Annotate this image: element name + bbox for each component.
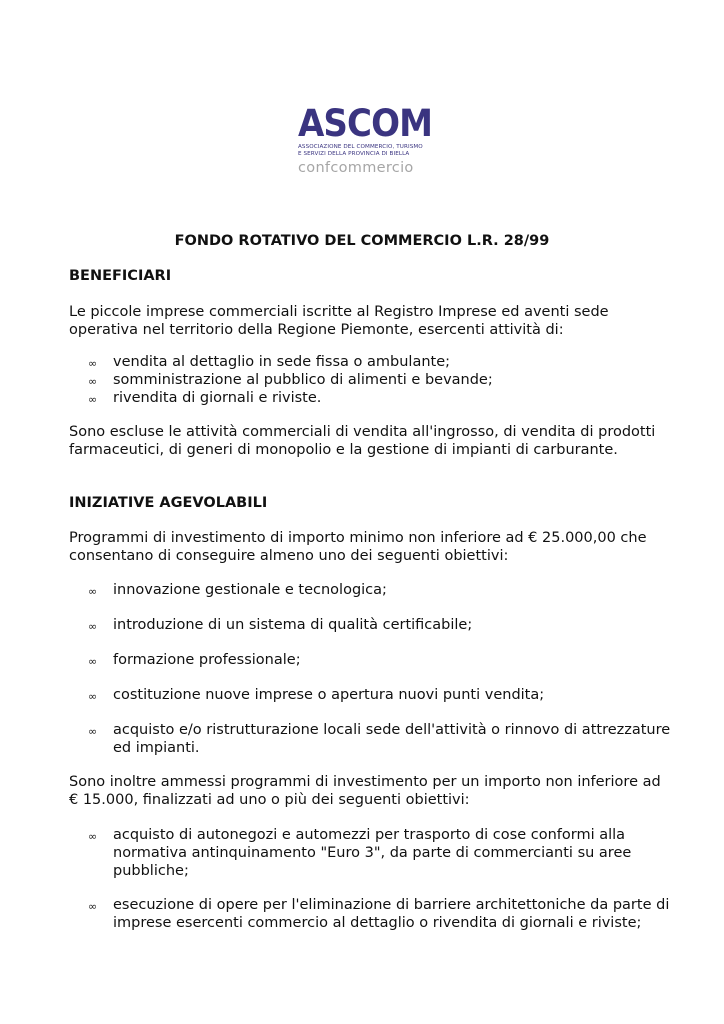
bullet-icon: ∞ xyxy=(88,357,98,370)
bullet-icon: ∞ xyxy=(88,375,98,388)
list-item-text: acquisto di autonegozi e automezzi per trasporto di cose conformi alla normativa antinquinamento "Euro 3", da parte di commercianti su aree pubbliche; xyxy=(113,827,632,879)
bullet-icon: ∞ xyxy=(88,655,98,668)
list-item xyxy=(88,686,673,704)
bullet-icon: ∞ xyxy=(88,830,98,843)
list-item xyxy=(88,389,673,407)
list-item-text: esecuzione di opere per l'eliminazione di barriere architettoniche da parte di imprese esercenti commercio al dettaglio o rivendita di giornali e riviste; xyxy=(113,897,670,931)
list-item-text: innovazione gestionale e tecnologica; xyxy=(113,582,387,598)
ascom-logo xyxy=(298,102,433,181)
list-item xyxy=(88,826,673,880)
list-item-text: somministrazione al pubblico di alimenti e bevande; xyxy=(113,372,493,388)
heading-iniziative: INIZIATIVE AGEVOLABILI xyxy=(69,495,268,511)
list-item xyxy=(88,651,673,669)
list-item-text: rivendita di giornali e riviste. xyxy=(113,390,322,406)
list-item-text: vendita al dettaglio in sede fissa o ambulante; xyxy=(113,354,451,370)
bullet-icon: ∞ xyxy=(88,585,98,598)
bullet-icon: ∞ xyxy=(88,393,98,406)
iniziative-intro: Programmi di investimento di importo minimo non inferiore ad € 25.000,00 che consentano di conseguire almeno uno dei seguenti obiettivi: xyxy=(69,530,647,564)
bullet-icon: ∞ xyxy=(88,725,98,738)
list-item xyxy=(88,581,673,599)
document-title: FONDO ROTATIVO DEL COMMERCIO L.R. 28/99 xyxy=(174,233,550,249)
list-item xyxy=(88,371,673,389)
bullet-icon: ∞ xyxy=(88,690,98,703)
list-item xyxy=(88,721,673,757)
list-item xyxy=(88,896,673,932)
logo-confcommercio: confcommercio xyxy=(298,160,414,176)
list-item-text: costituzione nuove imprese o apertura nuovi punti vendita; xyxy=(113,687,545,703)
logo-wordmark: ASCOM xyxy=(298,102,433,145)
list-item xyxy=(88,353,673,371)
bullet-icon: ∞ xyxy=(88,900,98,913)
list-item-text: introduzione di un sistema di qualità certificabile; xyxy=(113,617,473,633)
logo-subtitle: ASSOCIAZIONE DEL COMMERCIO, TURISMO E SERVIZI DELLA PROVINCIA DI BIELLA xyxy=(298,144,423,157)
list-item-text: formazione professionale; xyxy=(113,652,301,668)
bullet-icon: ∞ xyxy=(88,620,98,633)
list-item xyxy=(88,616,673,634)
list-item-text: acquisto e/o ristrutturazione locali sede dell'attività o rinnovo di attrezzature ed impianti. xyxy=(113,722,671,756)
iniziative-intro-2: Sono inoltre ammessi programmi di investimento per un importo non inferiore ad € 15.000, finalizzati ad uno o più dei seguenti obiettivi: xyxy=(69,774,661,808)
exclusions-paragraph: Sono escluse le attività commerciali di vendita all'ingrosso, di vendita di prodotti farmaceutici, di generi di monopolio e la gestione di impianti di carburante. xyxy=(69,424,656,458)
beneficiari-intro: Le piccole imprese commerciali iscritte al Registro Imprese ed aventi sede operativa nel territorio della Regione Piemonte, esercenti attività di: xyxy=(69,304,609,338)
heading-beneficiari: BENEFICIARI xyxy=(69,268,172,284)
